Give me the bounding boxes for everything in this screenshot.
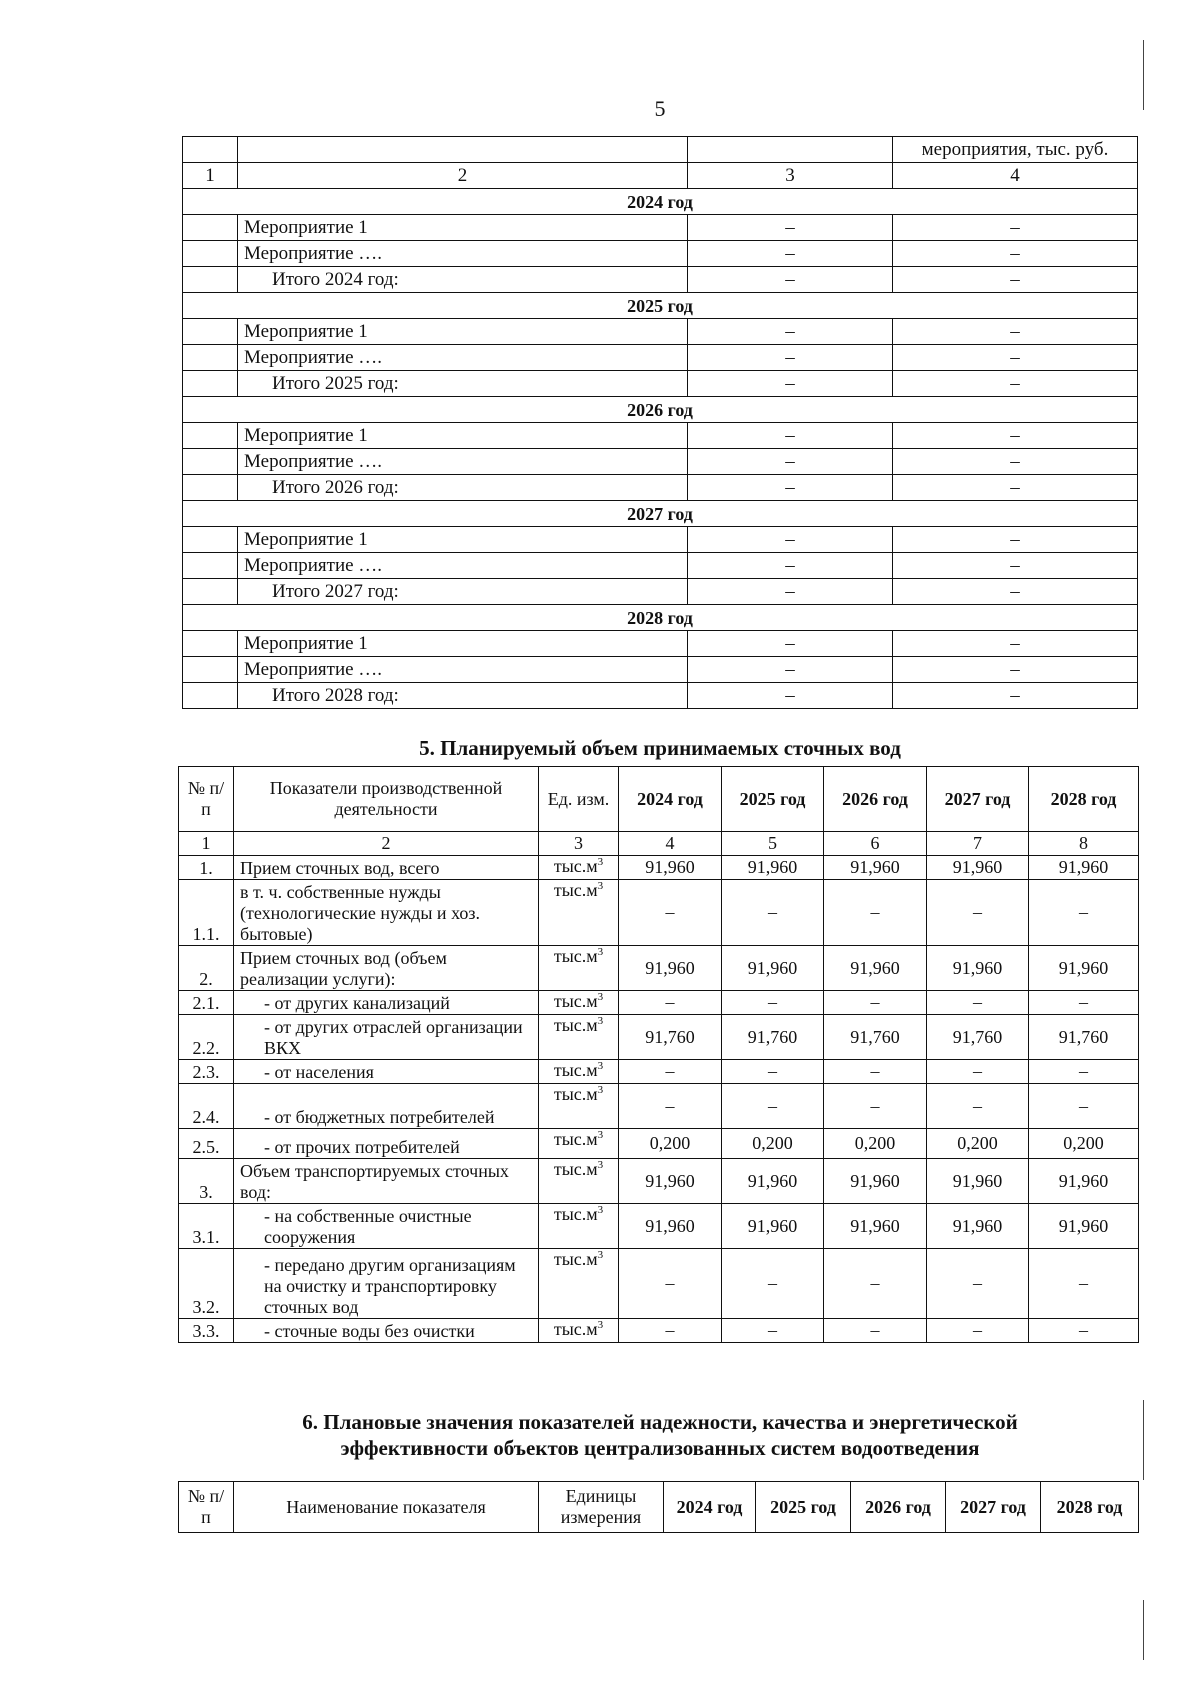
- year-value: –: [927, 991, 1029, 1015]
- indicator-name: в т. ч. собственные нужды (технологические нужды и хоз. бытовые): [234, 880, 539, 946]
- year-value: 91,760: [1029, 1015, 1139, 1060]
- year-value: 91,960: [619, 1159, 722, 1204]
- header-year: 2028 год: [1029, 767, 1139, 832]
- year-value: 91,960: [824, 1159, 927, 1204]
- header-year: 2024 год: [664, 1482, 756, 1533]
- row-number-cell: [183, 241, 238, 267]
- row-number-cell: [183, 423, 238, 449]
- table-row: [179, 1249, 1139, 1319]
- unit-text: тыс.м: [553, 1159, 598, 1179]
- unit-superscript: 3: [597, 991, 604, 1003]
- measure-name: Итого 2025 год:: [238, 371, 688, 397]
- row-number: 2.3.: [179, 1060, 234, 1084]
- year-value: –: [824, 991, 927, 1015]
- row-number-cell: [183, 371, 238, 397]
- table-row: [183, 527, 1138, 553]
- header-year: 2028 год: [1041, 1482, 1139, 1533]
- unit-cell: [539, 1084, 619, 1129]
- year-value: –: [722, 1084, 824, 1129]
- measure-name: Итого 2024 год:: [238, 267, 688, 293]
- year-value: –: [722, 1249, 824, 1319]
- year-value: –: [619, 1084, 722, 1129]
- table-row: [183, 345, 1138, 371]
- column-number: 6: [824, 832, 927, 856]
- column-number: 3: [688, 163, 893, 189]
- indicator-name: - от других отраслей организации ВКХ: [234, 1015, 539, 1060]
- measure-name: Мероприятие 1: [238, 631, 688, 657]
- header-year: 2027 год: [927, 767, 1029, 832]
- table-row: [183, 683, 1138, 709]
- unit-superscript: 3: [597, 1249, 604, 1261]
- unit-superscript: 3: [597, 1319, 604, 1331]
- header-year: 2025 год: [722, 767, 824, 832]
- header-num: № п/п: [179, 1482, 234, 1533]
- column-number: 4: [893, 163, 1138, 189]
- table-row: [179, 856, 1139, 880]
- header-name: Наименование показателя: [234, 1482, 539, 1533]
- year-group-heading: 2028 год: [183, 605, 1138, 631]
- indicator-name: - передано другим организациям на очистку и транспортировку сточных вод: [234, 1249, 539, 1319]
- table-row: [179, 1129, 1139, 1159]
- unit-superscript: 3: [597, 880, 604, 892]
- header-name: Показатели производственной деятельности: [234, 767, 539, 832]
- measure-value: –: [688, 683, 893, 709]
- row-number: 1.: [179, 856, 234, 880]
- year-value: –: [824, 1249, 927, 1319]
- year-value: 91,960: [1029, 1204, 1139, 1249]
- measure-name: Итого 2026 год:: [238, 475, 688, 501]
- table-row: [183, 657, 1138, 683]
- year-value: 91,960: [927, 1204, 1029, 1249]
- table-row: [183, 319, 1138, 345]
- unit-cell: [539, 1060, 619, 1084]
- header-unit: Ед. изм.: [539, 767, 619, 832]
- table-row: [183, 475, 1138, 501]
- measure-value: –: [688, 423, 893, 449]
- measure-value: –: [688, 215, 893, 241]
- year-value: 0,200: [722, 1129, 824, 1159]
- row-number: 1.1.: [179, 880, 234, 946]
- measure-value: –: [688, 241, 893, 267]
- column-number: 2: [238, 163, 688, 189]
- measure-cost: –: [893, 475, 1138, 501]
- year-value: –: [1029, 1084, 1139, 1129]
- measure-name: Мероприятие ….: [238, 449, 688, 475]
- table-row: [183, 215, 1138, 241]
- unit-cell: [539, 1015, 619, 1060]
- year-value: 91,960: [722, 1159, 824, 1204]
- measure-cost: –: [893, 631, 1138, 657]
- scan-edge-mark: [1143, 1600, 1144, 1660]
- table-row: [183, 241, 1138, 267]
- unit-superscript: 3: [597, 1015, 604, 1027]
- row-number-cell: [183, 215, 238, 241]
- measure-cost: –: [893, 449, 1138, 475]
- year-value: 91,960: [824, 946, 927, 991]
- unit-text: тыс.м: [553, 1249, 598, 1269]
- measure-cost: –: [893, 319, 1138, 345]
- column-number: 7: [927, 832, 1029, 856]
- indicator-name: - от других канализаций: [234, 991, 539, 1015]
- year-value: –: [619, 1319, 722, 1343]
- row-number-cell: [183, 579, 238, 605]
- table-row: [179, 1159, 1139, 1204]
- indicator-name: - от прочих потребителей: [234, 1129, 539, 1159]
- measure-cost: –: [893, 267, 1138, 293]
- table-row: [179, 880, 1139, 946]
- unit-superscript: 3: [597, 1060, 604, 1072]
- measure-name: Мероприятие ….: [238, 657, 688, 683]
- measure-cost: –: [893, 683, 1138, 709]
- row-number-cell: [183, 657, 238, 683]
- unit-text: тыс.м: [553, 880, 598, 900]
- unit-cell: [539, 1204, 619, 1249]
- reliability-indicators-table: [178, 1481, 1139, 1533]
- table-row: [183, 267, 1138, 293]
- header-year: 2024 год: [619, 767, 722, 832]
- year-value: –: [824, 1084, 927, 1129]
- measure-name: Итого 2027 год:: [238, 579, 688, 605]
- unit-text: тыс.м: [553, 1015, 598, 1035]
- unit-cell: [539, 856, 619, 880]
- measure-cost: –: [893, 371, 1138, 397]
- year-value: 91,760: [824, 1015, 927, 1060]
- year-value: 91,960: [927, 946, 1029, 991]
- year-value: 91,760: [722, 1015, 824, 1060]
- unit-cell: [539, 1159, 619, 1204]
- unit-cell: [539, 880, 619, 946]
- year-value: –: [619, 1249, 722, 1319]
- measure-name: Мероприятие 1: [238, 423, 688, 449]
- header-cost-cell: мероприятия, тыс. руб.: [893, 137, 1138, 163]
- table-row: [179, 1084, 1139, 1129]
- section5-title: 5. Планируемый объем принимаемых сточных вод: [419, 736, 901, 760]
- year-value: –: [722, 1060, 824, 1084]
- year-value: –: [1029, 991, 1139, 1015]
- column-number: 3: [539, 832, 619, 856]
- unit-superscript: 3: [597, 1084, 604, 1096]
- year-value: 0,200: [927, 1129, 1029, 1159]
- year-value: 0,200: [619, 1129, 722, 1159]
- measure-value: –: [688, 371, 893, 397]
- unit-text: тыс.м: [553, 946, 598, 966]
- year-value: –: [824, 1060, 927, 1084]
- header-year: 2027 год: [946, 1482, 1041, 1533]
- table-row: [179, 946, 1139, 991]
- year-value: –: [824, 880, 927, 946]
- section6-title: [0, 1409, 1200, 1461]
- unit-cell: [539, 1249, 619, 1319]
- row-number-cell: [183, 631, 238, 657]
- table-row: [183, 423, 1138, 449]
- year-value: 0,200: [1029, 1129, 1139, 1159]
- measure-value: –: [688, 319, 893, 345]
- table-row: [183, 553, 1138, 579]
- measure-value: –: [688, 449, 893, 475]
- measures-table: [182, 136, 1138, 709]
- row-number: 2.1.: [179, 991, 234, 1015]
- measure-value: –: [688, 579, 893, 605]
- year-value: 0,200: [824, 1129, 927, 1159]
- section6-title-line1: 6. Плановые значения показателей надежности, качества и энергетической: [302, 1410, 1018, 1434]
- year-value: –: [927, 880, 1029, 946]
- column-number: 2: [234, 832, 539, 856]
- measure-name: Итого 2028 год:: [238, 683, 688, 709]
- unit-text: тыс.м: [553, 1084, 598, 1104]
- column-number: 1: [179, 832, 234, 856]
- year-value: –: [1029, 1319, 1139, 1343]
- row-number-cell: [183, 345, 238, 371]
- column-number: 4: [619, 832, 722, 856]
- unit-text: тыс.м: [553, 856, 598, 876]
- section6-title-line2: эффективности объектов централизованных систем водоотведения: [340, 1436, 980, 1460]
- unit-cell: [539, 1129, 619, 1159]
- unit-text: тыс.м: [553, 1204, 598, 1224]
- indicator-name: Прием сточных вод (объем реализации услуги):: [234, 946, 539, 991]
- year-value: 91,960: [927, 1159, 1029, 1204]
- year-value: –: [1029, 1249, 1139, 1319]
- indicator-name: Объем транспортируемых сточных вод:: [234, 1159, 539, 1204]
- table-row: [179, 1204, 1139, 1249]
- indicator-name: - от населения: [234, 1060, 539, 1084]
- row-number: 2.2.: [179, 1015, 234, 1060]
- header-year: 2026 год: [824, 767, 927, 832]
- year-value: 91,960: [824, 856, 927, 880]
- row-number: 3.1.: [179, 1204, 234, 1249]
- year-value: –: [927, 1319, 1029, 1343]
- unit-text: тыс.м: [553, 991, 598, 1011]
- scan-edge-mark: [1143, 40, 1144, 110]
- table-row: [183, 579, 1138, 605]
- row-number: 3.2.: [179, 1249, 234, 1319]
- year-value: –: [722, 1319, 824, 1343]
- column-number: 5: [722, 832, 824, 856]
- year-value: –: [927, 1084, 1029, 1129]
- row-number-cell: [183, 267, 238, 293]
- unit-cell: [539, 1319, 619, 1343]
- row-number-cell: [183, 553, 238, 579]
- unit-text: тыс.м: [553, 1319, 598, 1339]
- year-value: –: [927, 1249, 1029, 1319]
- wastewater-volume-table: [178, 766, 1139, 1343]
- row-number: 3.3.: [179, 1319, 234, 1343]
- table-row: [179, 1060, 1139, 1084]
- row-number-cell: [183, 475, 238, 501]
- year-value: 91,960: [722, 856, 824, 880]
- unit-cell: [539, 946, 619, 991]
- unit-superscript: 3: [597, 1204, 604, 1216]
- measure-value: –: [688, 475, 893, 501]
- unit-superscript: 3: [597, 1129, 604, 1141]
- measure-cost: –: [893, 241, 1138, 267]
- table-row: [179, 1015, 1139, 1060]
- year-group-heading: 2025 год: [183, 293, 1138, 319]
- table-row: [183, 371, 1138, 397]
- year-value: 91,960: [1029, 946, 1139, 991]
- row-number: 2.4.: [179, 1084, 234, 1129]
- table-row: [183, 631, 1138, 657]
- year-value: –: [1029, 1060, 1139, 1084]
- table-row: [179, 991, 1139, 1015]
- measure-name: Мероприятие 1: [238, 319, 688, 345]
- measure-cost: –: [893, 345, 1138, 371]
- measure-value: –: [688, 527, 893, 553]
- year-value: 91,760: [927, 1015, 1029, 1060]
- table-row: [179, 1319, 1139, 1343]
- column-number: 8: [1029, 832, 1139, 856]
- header-year: 2026 год: [851, 1482, 946, 1533]
- measure-name: Мероприятие ….: [238, 241, 688, 267]
- year-value: –: [1029, 880, 1139, 946]
- unit-superscript: 3: [597, 946, 604, 958]
- measure-value: –: [688, 553, 893, 579]
- indicator-name: - на собственные очистные сооружения: [234, 1204, 539, 1249]
- row-number-cell: [183, 527, 238, 553]
- unit-superscript: 3: [597, 1159, 604, 1171]
- measure-value: –: [688, 267, 893, 293]
- year-value: –: [619, 991, 722, 1015]
- year-value: –: [824, 1319, 927, 1343]
- header-empty-cell: [688, 137, 893, 163]
- year-value: 91,960: [927, 856, 1029, 880]
- measure-name: Мероприятие ….: [238, 345, 688, 371]
- measure-value: –: [688, 657, 893, 683]
- year-value: –: [619, 880, 722, 946]
- year-value: –: [619, 1060, 722, 1084]
- row-number-cell: [183, 683, 238, 709]
- year-value: 91,960: [619, 1204, 722, 1249]
- measure-cost: –: [893, 423, 1138, 449]
- header-empty-cell: [238, 137, 688, 163]
- year-group-heading: 2026 год: [183, 397, 1138, 423]
- unit-cell: [539, 991, 619, 1015]
- scan-edge-mark: [1143, 1400, 1144, 1480]
- measure-value: –: [688, 631, 893, 657]
- year-value: –: [722, 880, 824, 946]
- table-row: [183, 449, 1138, 475]
- year-value: 91,760: [619, 1015, 722, 1060]
- year-value: 91,960: [824, 1204, 927, 1249]
- unit-text: тыс.м: [553, 1129, 598, 1149]
- unit-text: тыс.м: [553, 1060, 598, 1080]
- measure-cost: –: [893, 553, 1138, 579]
- year-value: 91,960: [619, 856, 722, 880]
- measure-name: Мероприятие 1: [238, 527, 688, 553]
- unit-superscript: 3: [597, 856, 604, 868]
- measure-cost: –: [893, 527, 1138, 553]
- year-value: 91,960: [722, 946, 824, 991]
- row-number-cell: [183, 449, 238, 475]
- header-num: № п/п: [179, 767, 234, 832]
- measure-name: Мероприятие ….: [238, 553, 688, 579]
- row-number: 2.: [179, 946, 234, 991]
- row-number: 3.: [179, 1159, 234, 1204]
- year-value: 91,960: [619, 946, 722, 991]
- page-number: 5: [654, 96, 666, 121]
- measure-cost: –: [893, 579, 1138, 605]
- year-value: –: [927, 1060, 1029, 1084]
- measure-name: Мероприятие 1: [238, 215, 688, 241]
- measure-value: –: [688, 345, 893, 371]
- year-value: 91,960: [1029, 1159, 1139, 1204]
- header-empty-cell: [183, 137, 238, 163]
- header-year: 2025 год: [756, 1482, 851, 1533]
- column-number: 1: [183, 163, 238, 189]
- header-unit: Единицы измерения: [539, 1482, 664, 1533]
- measure-cost: –: [893, 657, 1138, 683]
- year-group-heading: 2027 год: [183, 501, 1138, 527]
- measure-cost: –: [893, 215, 1138, 241]
- indicator-name: - от бюджетных потребителей: [234, 1084, 539, 1129]
- year-value: 91,960: [722, 1204, 824, 1249]
- year-value: –: [722, 991, 824, 1015]
- row-number: 2.5.: [179, 1129, 234, 1159]
- indicator-name: Прием сточных вод, всего: [234, 856, 539, 880]
- year-value: 91,960: [1029, 856, 1139, 880]
- indicator-name: - сточные воды без очистки: [234, 1319, 539, 1343]
- row-number-cell: [183, 319, 238, 345]
- year-group-heading: 2024 год: [183, 189, 1138, 215]
